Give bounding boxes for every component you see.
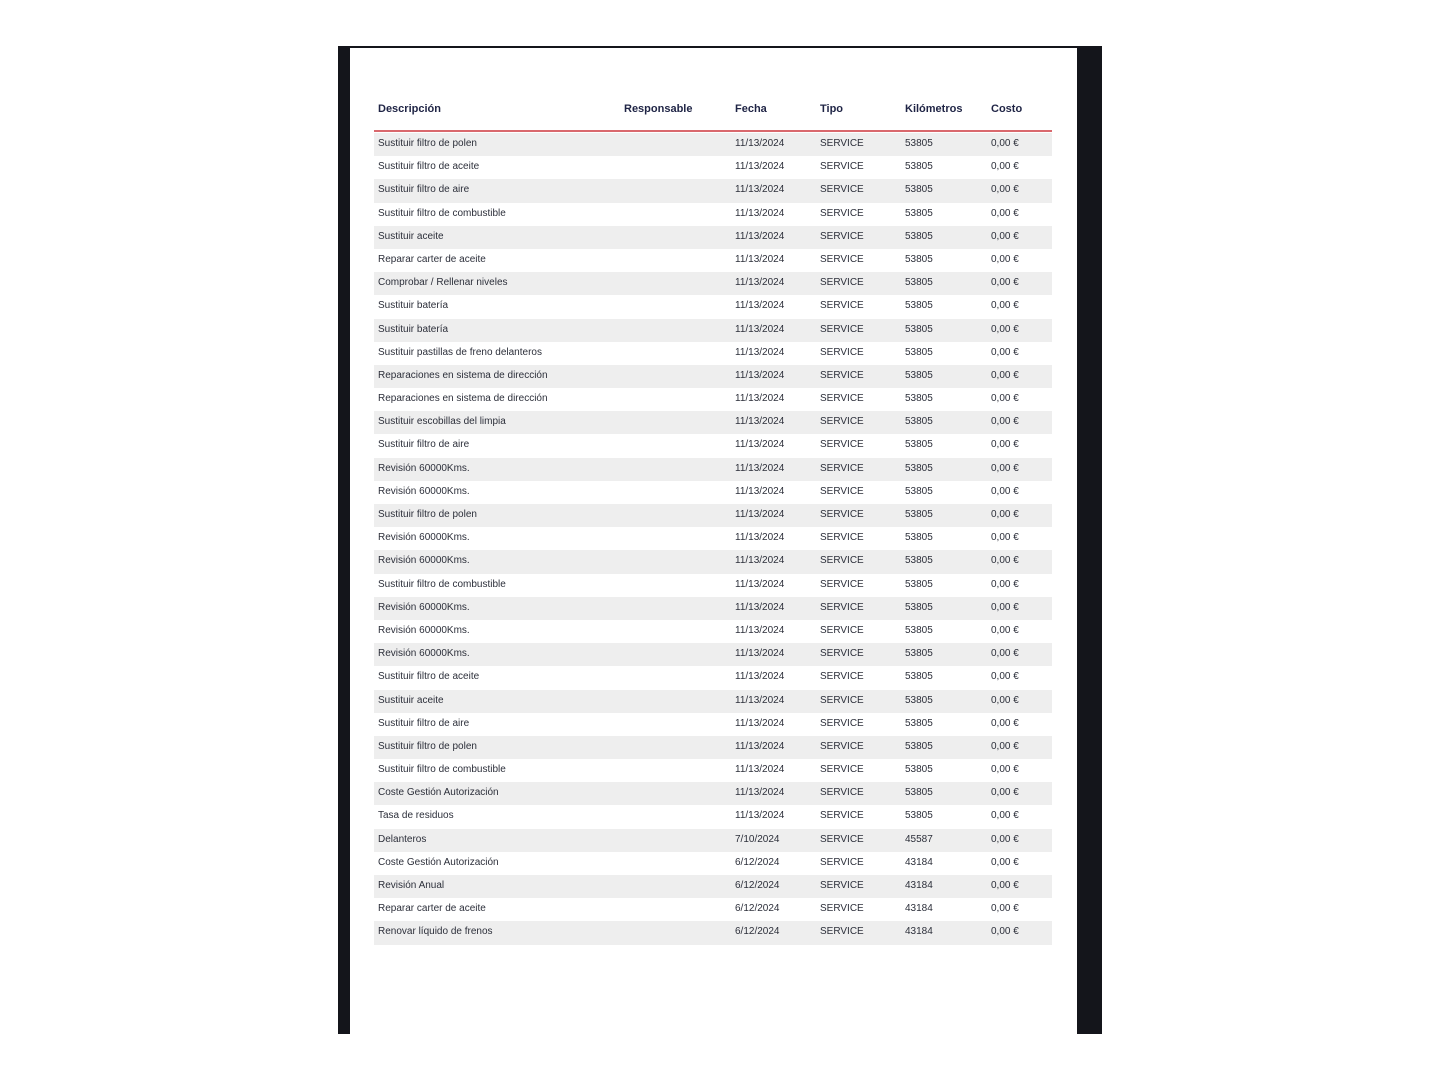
table-row: [374, 179, 1052, 202]
cell-descripcion: Sustituir filtro de combustible: [378, 764, 506, 776]
cell-kilometros: 53805: [905, 462, 933, 474]
cell-tipo: SERVICE: [820, 694, 864, 706]
cell-costo: 0,00 €: [991, 903, 1019, 915]
header-tipo: Tipo: [820, 103, 844, 115]
cell-fecha: 11/13/2024: [735, 230, 785, 242]
cell-fecha: 11/13/2024: [735, 578, 785, 590]
table-row: [374, 620, 1052, 643]
cell-descripcion: Coste Gestión Autorización: [378, 856, 499, 868]
cell-costo: 0,00 €: [991, 253, 1019, 265]
cell-descripcion: Reparaciones en sistema de dirección: [378, 369, 548, 381]
cell-tipo: SERVICE: [820, 369, 864, 381]
cell-fecha: 11/13/2024: [735, 601, 785, 613]
cell-tipo: SERVICE: [820, 138, 864, 149]
cell-descripcion: Sustituir batería: [378, 300, 449, 312]
cell-descripcion: Sustituir filtro de aire: [378, 717, 470, 729]
cell-descripcion: Revisión 60000Kms.: [378, 648, 470, 660]
cell-tipo: SERVICE: [820, 485, 864, 497]
cell-fecha: 11/13/2024: [735, 277, 785, 289]
cell-tipo: SERVICE: [820, 277, 864, 289]
cell-fecha: 11/13/2024: [735, 416, 785, 428]
cell-fecha: 11/13/2024: [735, 207, 785, 219]
cell-kilometros: 53805: [905, 277, 933, 289]
service-history-table: [374, 88, 1052, 945]
table-row: [374, 249, 1052, 272]
header-descripcion: Descripción: [378, 103, 441, 115]
cell-tipo: SERVICE: [820, 717, 864, 729]
cell-descripcion: Sustituir aceite: [378, 230, 444, 242]
cell-descripcion: Revisión 60000Kms.: [378, 601, 470, 613]
cell-kilometros: 53805: [905, 648, 933, 660]
cell-costo: 0,00 €: [991, 300, 1019, 312]
cell-tipo: SERVICE: [820, 555, 864, 567]
cell-costo: 0,00 €: [991, 740, 1019, 752]
cell-tipo: SERVICE: [820, 856, 864, 868]
cell-fecha: 7/10/2024: [735, 833, 780, 845]
cell-descripcion: Revisión 60000Kms.: [378, 555, 470, 567]
cell-descripcion: Comprobar / Rellenar niveles: [378, 277, 508, 289]
table-row: [374, 759, 1052, 782]
cell-kilometros: 53805: [905, 671, 933, 683]
cell-tipo: SERVICE: [820, 578, 864, 590]
cell-costo: 0,00 €: [991, 555, 1019, 567]
cell-tipo: SERVICE: [820, 509, 864, 520]
table-row: [374, 156, 1052, 179]
cell-kilometros: 45587: [905, 833, 933, 845]
cell-descripcion: Sustituir escobillas del limpia: [378, 416, 506, 428]
cell-tipo: SERVICE: [820, 903, 864, 915]
header-fecha: Fecha: [735, 103, 767, 115]
cell-kilometros: 43184: [905, 880, 933, 891]
cell-fecha: 6/12/2024: [735, 880, 780, 891]
table-row: [374, 666, 1052, 689]
cell-costo: 0,00 €: [991, 184, 1019, 196]
cell-descripcion: Coste Gestión Autorización: [378, 787, 499, 799]
table-row: [374, 388, 1052, 411]
cell-kilometros: 53805: [905, 416, 933, 428]
cell-tipo: SERVICE: [820, 532, 864, 544]
cell-tipo: SERVICE: [820, 671, 864, 683]
cell-kilometros: 53805: [905, 323, 933, 335]
cell-tipo: SERVICE: [820, 416, 864, 428]
cell-kilometros: 53805: [905, 717, 933, 729]
cell-descripcion: Revisión Anual: [378, 880, 445, 891]
table-row: [374, 550, 1052, 573]
header-responsable: Responsable: [624, 103, 693, 115]
cell-kilometros: 53805: [905, 439, 933, 451]
cell-tipo: SERVICE: [820, 624, 864, 636]
cell-fecha: 11/13/2024: [735, 323, 785, 335]
cell-descripcion: Sustituir batería: [378, 323, 449, 335]
table-row: [374, 458, 1052, 481]
cell-descripcion: Delanteros: [378, 833, 427, 845]
cell-tipo: SERVICE: [820, 300, 864, 312]
cell-descripcion: Sustituir filtro de aceite: [378, 671, 480, 683]
cell-costo: 0,00 €: [991, 532, 1019, 544]
cell-fecha: 11/13/2024: [735, 810, 785, 822]
cell-kilometros: 53805: [905, 601, 933, 613]
cell-descripcion: Reparaciones en sistema de dirección: [378, 393, 548, 405]
cell-costo: 0,00 €: [991, 810, 1019, 822]
cell-costo: 0,00 €: [991, 230, 1019, 242]
table-row: [374, 226, 1052, 249]
cell-costo: 0,00 €: [991, 439, 1019, 451]
cell-descripcion: Sustituir filtro de polen: [378, 138, 477, 149]
table-row: [374, 736, 1052, 759]
cell-fecha: 6/12/2024: [735, 856, 780, 868]
cell-kilometros: 53805: [905, 694, 933, 706]
cell-costo: 0,00 €: [991, 161, 1019, 173]
cell-fecha: 11/13/2024: [735, 764, 785, 776]
cell-fecha: 11/13/2024: [735, 300, 785, 312]
table-row: [374, 574, 1052, 597]
table-row: [374, 597, 1052, 620]
cell-descripcion: Reparar carter de aceite: [378, 903, 486, 915]
table-row: [374, 643, 1052, 666]
cell-fecha: 6/12/2024: [735, 926, 780, 938]
cell-kilometros: 53805: [905, 207, 933, 219]
cell-tipo: SERVICE: [820, 184, 864, 196]
cell-kilometros: 53805: [905, 253, 933, 265]
cell-costo: 0,00 €: [991, 369, 1019, 381]
cell-costo: 0,00 €: [991, 346, 1019, 358]
cell-costo: 0,00 €: [991, 880, 1019, 891]
cell-fecha: 11/13/2024: [735, 555, 785, 567]
cell-costo: 0,00 €: [991, 648, 1019, 660]
cell-descripcion: Revisión 60000Kms.: [378, 485, 470, 497]
cell-tipo: SERVICE: [820, 393, 864, 405]
cell-tipo: SERVICE: [820, 462, 864, 474]
table-row: [374, 852, 1052, 875]
cell-descripcion: Revisión 60000Kms.: [378, 532, 470, 544]
cell-descripcion: Sustituir aceite: [378, 694, 444, 706]
cell-kilometros: 53805: [905, 485, 933, 497]
cell-costo: 0,00 €: [991, 462, 1019, 474]
header-kilometros: Kilómetros: [905, 103, 963, 115]
cell-tipo: SERVICE: [820, 253, 864, 265]
table-row: [374, 434, 1052, 457]
cell-costo: 0,00 €: [991, 601, 1019, 613]
cell-fecha: 11/13/2024: [735, 462, 785, 474]
table-row: [374, 133, 1052, 156]
cell-costo: 0,00 €: [991, 717, 1019, 729]
cell-kilometros: 53805: [905, 810, 933, 822]
cell-kilometros: 43184: [905, 903, 933, 915]
cell-kilometros: 53805: [905, 346, 933, 358]
cell-fecha: 11/13/2024: [735, 648, 785, 660]
cell-costo: 0,00 €: [991, 509, 1019, 520]
cell-costo: 0,00 €: [991, 624, 1019, 636]
table-header: [374, 88, 1052, 132]
table-row: [374, 829, 1052, 852]
cell-costo: 0,00 €: [991, 764, 1019, 776]
cell-costo: 0,00 €: [991, 393, 1019, 405]
cell-kilometros: 53805: [905, 184, 933, 196]
cell-descripcion: Sustituir filtro de polen: [378, 509, 477, 520]
cell-descripcion: Tasa de residuos: [378, 810, 454, 822]
cell-costo: 0,00 €: [991, 277, 1019, 289]
table-row: [374, 203, 1052, 226]
cell-fecha: 11/13/2024: [735, 184, 785, 196]
cell-descripcion: Revisión 60000Kms.: [378, 624, 470, 636]
cell-tipo: SERVICE: [820, 601, 864, 613]
cell-tipo: SERVICE: [820, 740, 864, 752]
cell-costo: 0,00 €: [991, 856, 1019, 868]
cell-tipo: SERVICE: [820, 880, 864, 891]
cell-descripcion: Renovar líquido de frenos: [378, 926, 493, 938]
cell-tipo: SERVICE: [820, 439, 864, 451]
cell-fecha: 11/13/2024: [735, 161, 785, 173]
cell-kilometros: 53805: [905, 555, 933, 567]
cell-costo: 0,00 €: [991, 416, 1019, 428]
cell-descripcion: Sustituir filtro de polen: [378, 740, 477, 752]
header-costo: Costo: [991, 103, 1023, 115]
cell-costo: 0,00 €: [991, 578, 1019, 590]
cell-kilometros: 53805: [905, 230, 933, 242]
cell-kilometros: 53805: [905, 764, 933, 776]
cell-kilometros: 53805: [905, 787, 933, 799]
cell-tipo: SERVICE: [820, 787, 864, 799]
cell-fecha: 11/13/2024: [735, 439, 785, 451]
cell-fecha: 11/13/2024: [735, 787, 785, 799]
cell-kilometros: 53805: [905, 393, 933, 405]
cell-tipo: SERVICE: [820, 926, 864, 938]
cell-kilometros: 53805: [905, 161, 933, 173]
cell-kilometros: 43184: [905, 856, 933, 868]
table-body: [374, 133, 1052, 945]
cell-tipo: SERVICE: [820, 346, 864, 358]
cell-kilometros: 53805: [905, 624, 933, 636]
cell-costo: 0,00 €: [991, 207, 1019, 219]
table-row: [374, 527, 1052, 550]
table-row: [374, 272, 1052, 295]
cell-fecha: 11/13/2024: [735, 740, 785, 752]
table-row: [374, 411, 1052, 434]
cell-tipo: SERVICE: [820, 764, 864, 776]
cell-costo: 0,00 €: [991, 694, 1019, 706]
cell-tipo: SERVICE: [820, 323, 864, 335]
cell-fecha: 11/13/2024: [735, 717, 785, 729]
cell-tipo: SERVICE: [820, 810, 864, 822]
cell-tipo: SERVICE: [820, 230, 864, 242]
cell-descripcion: Sustituir filtro de aire: [378, 439, 470, 451]
cell-fecha: 11/13/2024: [735, 346, 785, 358]
table-row: [374, 365, 1052, 388]
cell-fecha: 11/13/2024: [735, 671, 785, 683]
table-row: [374, 782, 1052, 805]
cell-descripcion: Sustituir filtro de aceite: [378, 161, 480, 173]
cell-fecha: 11/13/2024: [735, 532, 785, 544]
cell-fecha: 11/13/2024: [735, 253, 785, 265]
table-row: [374, 690, 1052, 713]
cell-fecha: 11/13/2024: [735, 485, 785, 497]
document-frame: [338, 46, 1102, 1034]
cell-tipo: SERVICE: [820, 161, 864, 173]
cell-tipo: SERVICE: [820, 648, 864, 660]
cell-tipo: SERVICE: [820, 207, 864, 219]
cell-costo: 0,00 €: [991, 926, 1019, 938]
cell-descripcion: Sustituir pastillas de freno delanteros: [378, 346, 542, 358]
cell-costo: 0,00 €: [991, 485, 1019, 497]
cell-tipo: SERVICE: [820, 833, 864, 845]
cell-costo: 0,00 €: [991, 833, 1019, 845]
table-row: [374, 713, 1052, 736]
cell-costo: 0,00 €: [991, 138, 1019, 149]
cell-fecha: 11/13/2024: [735, 694, 785, 706]
table-row: [374, 805, 1052, 828]
cell-fecha: 6/12/2024: [735, 903, 780, 915]
cell-descripcion: Revisión 60000Kms.: [378, 462, 470, 474]
cell-fecha: 11/13/2024: [735, 624, 785, 636]
cell-descripcion: Sustituir filtro de aire: [378, 184, 470, 196]
document-page[interactable]: [350, 48, 1077, 1034]
cell-kilometros: 53805: [905, 532, 933, 544]
table-row: [374, 295, 1052, 318]
cell-kilometros: 43184: [905, 926, 933, 938]
cell-costo: 0,00 €: [991, 787, 1019, 799]
cell-costo: 0,00 €: [991, 323, 1019, 335]
cell-costo: 0,00 €: [991, 671, 1019, 683]
table-row: [374, 342, 1052, 365]
table-row: [374, 898, 1052, 921]
cell-kilometros: 53805: [905, 578, 933, 590]
cell-fecha: 11/13/2024: [735, 369, 785, 381]
cell-descripcion: Sustituir filtro de combustible: [378, 207, 506, 219]
cell-fecha: 11/13/2024: [735, 138, 785, 149]
table-row: [374, 875, 1052, 898]
cell-kilometros: 53805: [905, 138, 933, 149]
cell-kilometros: 53805: [905, 509, 933, 520]
cell-descripcion: Sustituir filtro de combustible: [378, 578, 506, 590]
cell-kilometros: 53805: [905, 740, 933, 752]
table-row: [374, 319, 1052, 342]
cell-descripcion: Reparar carter de aceite: [378, 253, 486, 265]
table-row: [374, 481, 1052, 504]
cell-kilometros: 53805: [905, 369, 933, 381]
cell-fecha: 11/13/2024: [735, 393, 785, 405]
table-row: [374, 504, 1052, 527]
cell-kilometros: 53805: [905, 300, 933, 312]
cell-fecha: 11/13/2024: [735, 509, 785, 520]
table-row: [374, 921, 1052, 944]
